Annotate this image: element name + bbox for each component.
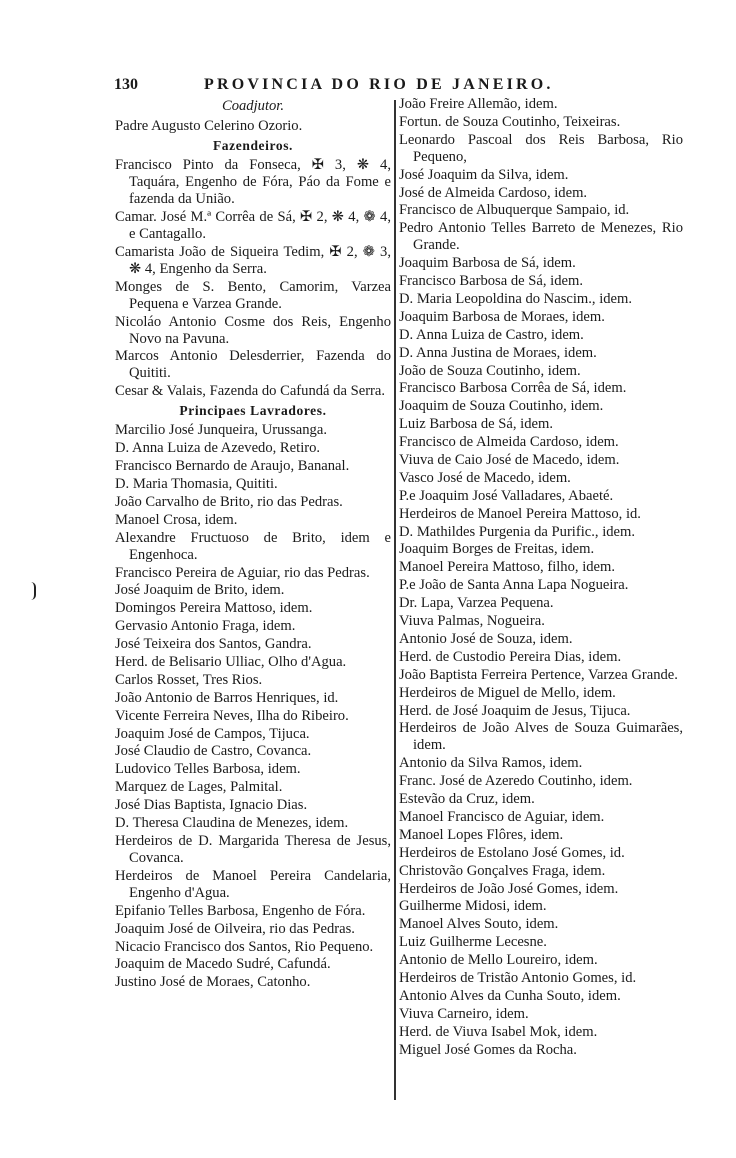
- list-entry: Justino José de Moraes, Catonho.: [115, 974, 311, 991]
- list-entry: Manoel Lopes Flôres, idem.: [399, 826, 564, 843]
- list-entry: Manoel Francisco de Aguiar, idem.: [399, 808, 605, 825]
- list-entry: Pedro Antonio Telles Barreto de Menezes, Rio Grande.: [399, 220, 683, 254]
- list-entry: Gervasio Antonio Fraga, idem.: [115, 618, 296, 635]
- list-entry: Camar. José M.ª Corrêa de Sá, ✠ 2, ❋ 4, ❁ 4, e Cantagallo.: [115, 208, 391, 242]
- list-entry: P.e João de Santa Anna Lapa Nogueira.: [399, 577, 629, 594]
- list-entry: Francisco de Almeida Cardoso, idem.: [399, 434, 619, 451]
- list-entry: Francisco Pereira de Aguiar, rio das Pedras.: [115, 564, 370, 581]
- list-entry: João Carvalho de Brito, rio das Pedras.: [115, 493, 343, 510]
- list-entry: Francisco de Albuquerque Sampaio, id.: [399, 202, 630, 219]
- margin-ink-mark: [31, 582, 36, 600]
- page-number: 130: [114, 76, 138, 93]
- list-entry: Herdeiros de João Alves de Souza Guimarães, idem.: [399, 720, 683, 754]
- list-entry: D. Theresa Claudina de Menezes, idem.: [115, 815, 349, 832]
- list-entry: Manoel Pereira Mattoso, filho, idem.: [399, 559, 616, 576]
- list-entry: Joaquim de Macedo Sudré, Cafundá.: [115, 956, 331, 973]
- list-entry: D. Anna Luiza de Azevedo, Retiro.: [115, 440, 321, 457]
- list-entry: Nicacio Francisco dos Santos, Rio Pequeno.: [115, 938, 374, 955]
- list-entry: Marquez de Lages, Palmital.: [115, 779, 283, 796]
- list-entry: Joaquim Borges de Freitas, idem.: [399, 541, 595, 558]
- left-column: [115, 96, 391, 992]
- list-entry: Joaquim Barbosa de Sá, idem.: [399, 255, 576, 272]
- list-entry: José Dias Baptista, Ignacio Dias.: [115, 797, 308, 814]
- list-entry: Herd. de Custodio Pereira Dias, idem.: [399, 648, 622, 665]
- page-header: [114, 76, 684, 98]
- list-entry: D. Maria Leopoldina do Nascim., idem.: [399, 291, 633, 308]
- list-entry: José Joaquim de Brito, idem.: [115, 582, 285, 599]
- list-entry: Padre Augusto Celerino Ozorio.: [115, 118, 303, 134]
- list-entry: Joaquim de Souza Coutinho, idem.: [399, 398, 604, 415]
- list-entry: Herdeiros de Manoel Pereira Mattoso, id.: [399, 505, 641, 522]
- column-divider: [394, 100, 396, 1100]
- section-heading: Coadjutor.: [221, 98, 285, 114]
- list-entry: Marcilio José Junqueira, Urussanga.: [115, 422, 327, 439]
- list-entry: Manoel Alves Souto, idem.: [399, 916, 559, 933]
- list-entry: Antonio José de Souza, idem.: [399, 630, 573, 647]
- list-entry: Joaquim José de Campos, Tijuca.: [115, 725, 310, 742]
- list-entry: Franc. José de Azeredo Coutinho, idem.: [399, 773, 633, 790]
- list-entry: João de Souza Coutinho, idem.: [399, 362, 581, 379]
- section-heading: Fazendeiros.: [212, 138, 294, 153]
- list-entry: Cesar & Valais, Fazenda do Cafundá da Serra.: [115, 383, 386, 400]
- list-entry: Herdeiros de Manoel Pereira Candelaria, Engenho d'Agua.: [115, 867, 391, 901]
- list-entry: Francisco Pinto da Fonseca, ✠ 3, ❋ 4, Taquára, Engenho de Fóra, Páo da Fome e fazenda da União.: [115, 157, 391, 207]
- list-entry: D. Mathildes Purgenia da Purific., idem.: [399, 523, 636, 540]
- list-entry: Luiz Guilherme Lecesne.: [399, 934, 547, 951]
- list-entry: Antonio Alves da Cunha Souto, idem.: [399, 987, 621, 1004]
- list-entry: Viuva de Caio José de Macedo, idem.: [399, 452, 620, 469]
- list-entry: Herd. de Viuva Isabel Mok, idem.: [399, 1023, 598, 1040]
- list-entry: Leonardo Pascoal dos Reis Barbosa, Rio Pequeno,: [399, 131, 683, 165]
- list-entry: João Freire Allemão, idem.: [399, 96, 558, 112]
- list-entry: José Teixeira dos Santos, Gandra.: [115, 636, 312, 653]
- list-entry: José Claudio de Castro, Covanca.: [115, 743, 312, 760]
- section-heading: Principaes Lavradores.: [179, 403, 327, 419]
- list-entry: Fortun. de Souza Coutinho, Teixeiras.: [399, 113, 621, 130]
- list-entry: Vicente Ferreira Neves, Ilha do Ribeiro.: [115, 707, 349, 724]
- list-entry: P.e Joaquim José Valladares, Abaeté.: [399, 487, 614, 504]
- list-entry: Herdeiros de Miguel de Mello, idem.: [399, 684, 616, 701]
- list-entry: Domingos Pereira Mattoso, idem.: [115, 600, 313, 617]
- list-entry: Camarista João de Siqueira Tedim, ✠ 2, ❁ 3, ❋ 4, Engenho da Serra.: [115, 243, 391, 277]
- list-entry: Francisco Barbosa Corrêa de Sá, idem.: [399, 380, 627, 397]
- list-entry: Dr. Lapa, Varzea Pequena.: [399, 595, 554, 612]
- list-entry: Viuva Carneiro, idem.: [399, 1005, 529, 1022]
- list-entry: João Baptista Ferreira Pertence, Varzea Grande.: [399, 666, 678, 683]
- list-entry: Herdeiros de João José Gomes, idem.: [399, 880, 619, 897]
- list-entry: Viuva Palmas, Nogueira.: [399, 613, 545, 630]
- list-entry: Antonio da Silva Ramos, idem.: [399, 755, 583, 772]
- list-entry: Joaquim Barbosa de Moraes, idem.: [399, 308, 605, 325]
- list-entry: Herd. de Belisario Ulliac, Olho d'Agua.: [115, 654, 347, 671]
- list-entry: Epifanio Telles Barbosa, Engenho de Fóra.: [115, 902, 366, 919]
- list-entry: José de Almeida Cardoso, idem.: [399, 184, 588, 201]
- list-entry: Herd. de José Joaquim de Jesus, Tijuca.: [399, 702, 631, 719]
- list-entry: Herdeiros de Tristão Antonio Gomes, id.: [399, 969, 637, 986]
- list-entry: Marcos Antonio Delesderrier, Fazenda do Quititi.: [115, 348, 391, 382]
- list-entry: Estevão da Cruz, idem.: [399, 791, 535, 808]
- list-entry: Francisco Bernardo de Araujo, Bananal.: [115, 458, 350, 475]
- list-entry: Herdeiros de Estolano José Gomes, id.: [399, 844, 625, 861]
- list-entry: Monges de S. Bento, Camorim, Varzea Pequena e Varzea Grande.: [115, 278, 391, 312]
- list-entry: Christovão Gonçalves Fraga, idem.: [399, 862, 606, 879]
- list-entry: Antonio de Mello Loureiro, idem.: [399, 952, 598, 969]
- list-entry: José Joaquim da Silva, idem.: [399, 166, 569, 183]
- list-entry: Joaquim José de Oilveira, rio das Pedras.: [115, 920, 355, 937]
- list-entry: Carlos Rosset, Tres Rios.: [115, 671, 263, 688]
- list-entry: Vasco José de Macedo, idem.: [399, 469, 571, 486]
- list-entry: Herdeiros de D. Margarida Theresa de Jesus, Covanca.: [115, 832, 391, 866]
- list-entry: D. Anna Justina de Moraes, idem.: [399, 344, 597, 361]
- list-entry: Guilherme Midosi, idem.: [399, 898, 547, 915]
- list-entry: Ludovico Telles Barbosa, idem.: [115, 761, 301, 778]
- list-entry: Nicoláo Antonio Cosme dos Reis, Engenho Novo na Pavuna.: [115, 313, 391, 347]
- running-title: PROVINCIA DO RIO DE JANEIRO.: [204, 76, 554, 93]
- list-entry: Manoel Crosa, idem.: [115, 511, 238, 528]
- list-entry: Luiz Barbosa de Sá, idem.: [399, 416, 554, 433]
- list-entry: Alexandre Fructuoso de Brito, idem e Engenhoca.: [115, 529, 391, 563]
- right-column: [399, 96, 683, 1059]
- list-entry: Miguel José Gomes da Rocha.: [399, 1041, 577, 1058]
- list-entry: D. Anna Luiza de Castro, idem.: [399, 326, 584, 343]
- list-entry: D. Maria Thomasia, Quititi.: [115, 476, 278, 493]
- list-entry: João Antonio de Barros Henriques, id.: [115, 689, 339, 706]
- list-entry: Francisco Barbosa de Sá, idem.: [399, 273, 583, 290]
